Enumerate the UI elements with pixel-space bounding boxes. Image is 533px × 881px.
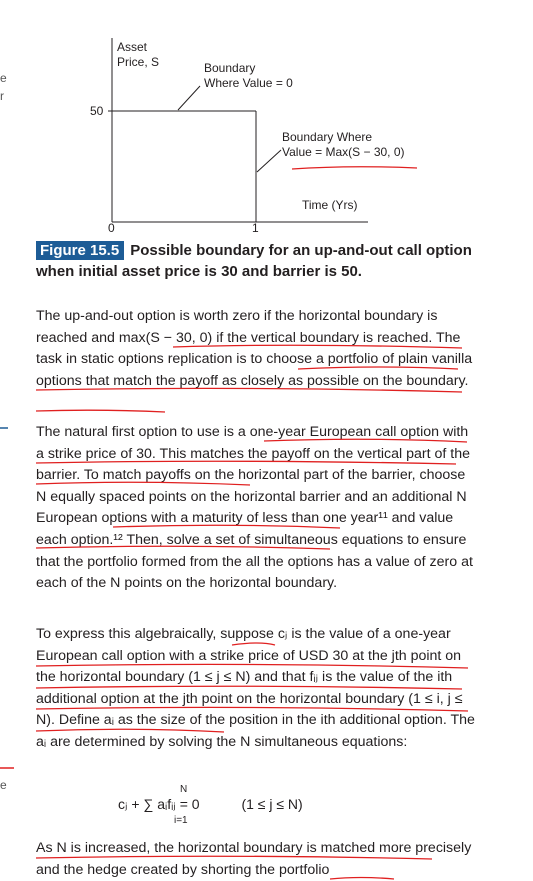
x-axis-label: Time (Yrs) [302, 198, 358, 212]
sum-lower-limit: i=1 [174, 815, 188, 826]
underline [36, 546, 330, 549]
underline [232, 643, 275, 645]
margin-fragment: r [0, 89, 4, 103]
margin-fragment: e [0, 778, 7, 792]
underline [36, 729, 224, 732]
underline [36, 482, 250, 485]
y-axis-label: Asset Price, S [117, 40, 160, 69]
figure-label: Figure 15.5 [36, 241, 124, 260]
x-tick-label-0: 0 [108, 221, 115, 235]
underline [36, 856, 432, 859]
underline [264, 439, 467, 442]
caption-text: Possible boundary for an up-and-out call option when initial asset price is 30 and barrier is 50. [36, 242, 472, 280]
y-tick-label-50: 50 [90, 104, 104, 118]
underline [298, 367, 458, 369]
underline [173, 345, 462, 348]
boundary-right-label: Boundary Where Value = Max(S − 30, 0) [282, 130, 405, 159]
paragraph-3: To express this algebraically, suppose cⱼ is the value of a one-year European call option with a strike price of USD 30 at the jth point on the horizontal boundary (1 ≤ j ≤ N) and that fᵢⱼ is the value of the ith additional option at the jth point on the horizontal boundary (1 ≤ i, j ≤ N). Define aᵢ as the size of the position in the ith additional option. The aᵢ are determined by solving the N simultaneous equations: [36, 626, 475, 750]
x-tick-label-1: 1 [252, 221, 259, 235]
underline [113, 525, 340, 528]
underline [36, 461, 456, 464]
underline [36, 388, 462, 392]
equation-condition: (1 ≤ j ≤ N) [241, 796, 303, 812]
underline [36, 686, 462, 689]
margin-fragment: e [0, 71, 7, 85]
paragraph-2: The natural first option to use is a one-year European call option with a strike price of 30. This matches the payoff on the vertical part of the barrier. To match payoffs on the horizontal part of the barrier, choose N equally spaced points on the horizontal barrier and an additional N European options with a maturity of less than one year¹¹ and value each option.¹² Then, solve a set of simultaneous equations to ensure that the portfolio formed from the all the options has a value of zero at each of the N points on the horizontal boundary. [36, 424, 473, 592]
paragraph-1: The up-and-out option is worth zero if the horizontal boundary is reached and max(S − 30, 0) if the vertical boundary is reached. The task in static options replication is to choose a portfolio of plain vanilla options that match the payoff as closely as possible on the boundary. [36, 308, 473, 389]
underline [36, 410, 165, 412]
underline [330, 878, 394, 880]
boundary-top-label: Boundary Where Value = 0 [204, 61, 293, 90]
equation-lhs: cⱼ + ∑ aᵢfᵢⱼ = 0 [118, 796, 200, 812]
sum-upper-limit: N [180, 784, 188, 795]
underline [36, 707, 468, 711]
underline [36, 664, 468, 668]
paragraph-4: As N is increased, the horizontal boundary is matched more precisely and the hedge created by shorting the portfolio [36, 840, 472, 878]
